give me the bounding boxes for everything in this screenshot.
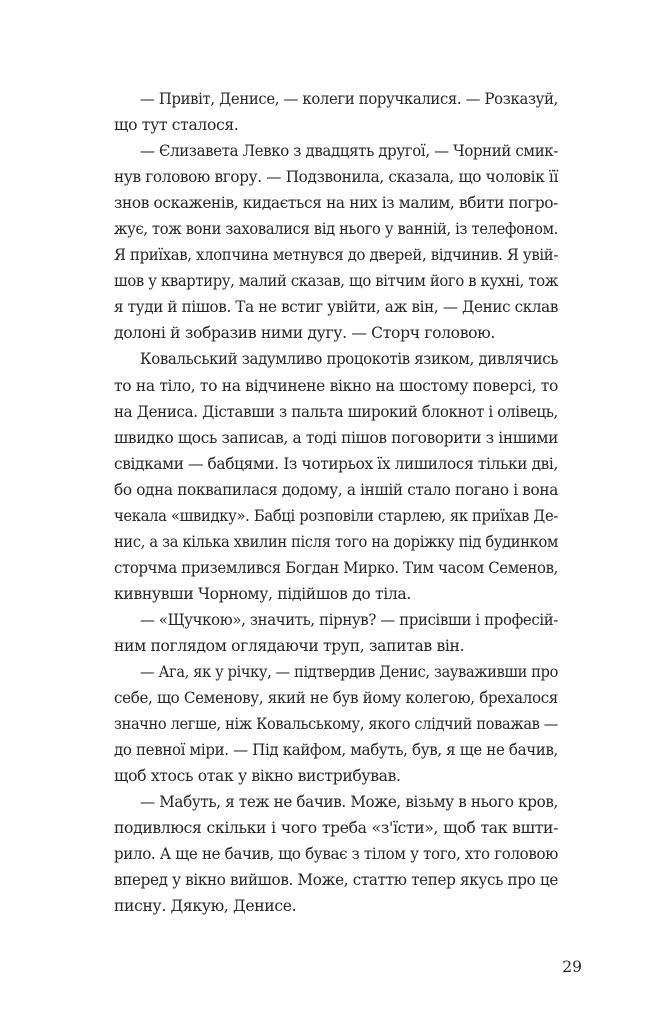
text-line: свідками — бабцями. Із чотирьох їх лишилося тільки дві, — [114, 454, 558, 473]
paragraph-1 — [114, 86, 558, 138]
text-line: сторчма приземлився Богдан Мирко. Тим часом Семенов, — [114, 558, 558, 577]
text-line: що тут сталося. — [114, 116, 239, 135]
text-line: нис, а за кілька хвилин після того на доріжку під будинком — [114, 532, 558, 551]
text-line: жує, тож вони заховалися від нього у ванній, із телефоном. — [114, 220, 558, 239]
paragraph-3 — [114, 346, 558, 606]
text-line: бо одна поквапилася додому, а іншій стало погано і вона — [114, 480, 558, 499]
text-line: подивлюся скільки і чого треба «з'їсти», щоб так вшти- — [114, 819, 558, 838]
paragraph-6 — [114, 789, 558, 919]
text-line: то на тіло, то на відчинене вікно на шостому поверсі, то — [114, 376, 558, 395]
paragraph-4 — [114, 607, 558, 659]
text-line: рило. А ще не бачив, що буває з тілом у того, хто головою — [114, 845, 558, 864]
page-number: 29 — [562, 958, 582, 976]
text-line: долоні й зобразив ними дугу. — Сторч головою. — [114, 324, 496, 343]
text-line: — Ага, як у річку, — підтвердив Денис, зауваживши про — [140, 663, 558, 682]
text-line: я туди й пішов. Та не встиг увійти, аж він, — Денис склав — [114, 298, 558, 317]
text-line: писну. Дякую, Денисе. — [114, 897, 297, 916]
text-line: — Мабуть, я теж не бачив. Може, візьму в нього кров, — [140, 793, 558, 812]
text-line: швидко щось записав, а тоді пішов поговорити з іншими — [114, 428, 558, 447]
text-line: кивнувши Чорному, підійшов до тіла. — [114, 584, 411, 603]
text-line: вперед у вікно вийшов. Може, статтю тепер якусь про це — [114, 871, 558, 890]
text-line: Ковальський задумливо процокотів язиком, дивлячись — [140, 350, 558, 369]
text-line: себе, що Семенову, який не був йому колегою, брехалося — [114, 689, 558, 708]
text-line: Я приїхав, хлопчина метнувся до дверей, відчинив. Я увій- — [114, 246, 558, 265]
text-line: значно легше, ніж Ковальському, якого слідчий поважав — — [114, 715, 558, 734]
text-line: ним поглядом оглядаючи труп, запитав він. — [114, 636, 465, 655]
text-line: — «Щучкою», значить, пірнув? — присівши і професій- — [140, 610, 558, 629]
text-line: шов у квартиру, малий сказав, що вітчим його в кухні, тож — [114, 272, 558, 291]
paragraph-2 — [114, 138, 558, 346]
text-line: знов оскаженів, кидається на них із малим, вбити погро- — [114, 194, 558, 213]
text-line: щоб хтось отак у вікно вистрибував. — [114, 767, 401, 786]
text-line: чекала «швидку». Бабці розповіли старлею, як приїхав Де- — [114, 506, 558, 525]
text-line: — Єлизавета Левко з двадцять другої, — Чорний смик- — [140, 142, 558, 161]
paragraph-5 — [114, 659, 558, 789]
text-line: — Привіт, Денисе, — колеги поручкалися. — Розказуй, — [140, 90, 558, 108]
text-line: на Дениса. Діставши з пальта широкий блокнот і олівець, — [114, 402, 558, 421]
text-line: нув головою вгору. — Подзвонила, сказала, що чоловік її — [114, 168, 558, 187]
text-line: до певної міри. — Під кайфом, мабуть, був, я ще не бачив, — [114, 741, 558, 760]
page-body-text — [114, 86, 558, 920]
